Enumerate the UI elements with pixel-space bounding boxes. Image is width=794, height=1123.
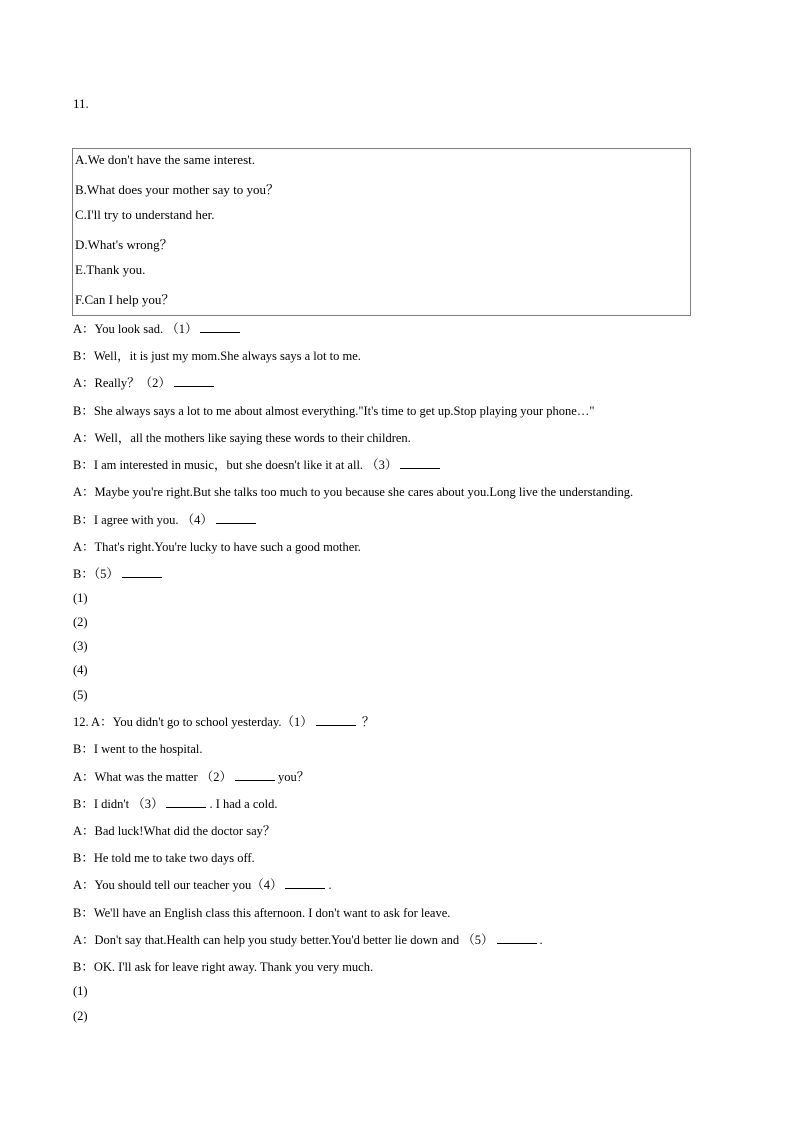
q12-dialogue-line: [73, 794, 277, 812]
q12-dialogue-line: [73, 903, 450, 921]
q12-dialogue-line: [73, 930, 543, 948]
q11-dialogue-line: [73, 346, 361, 364]
q12-dialogue-line: [73, 848, 255, 866]
q12-dialogue-line: [73, 821, 275, 839]
q11-dialogue-line: [73, 537, 361, 555]
q11-dialogue-line: [73, 455, 443, 473]
q11-dialogue-line: [73, 564, 165, 582]
dialogue-text-post: .: [328, 878, 332, 892]
q11-dialogue-line: [73, 428, 411, 446]
dialogue-text: B：I am interested in music，but she doesn't like it at all. （3）: [73, 458, 398, 472]
answer-blank[interactable]: [316, 714, 356, 726]
q12-dialogue-line: [73, 712, 374, 730]
answer-slot[interactable]: (5): [73, 688, 88, 702]
answer-blank[interactable]: [285, 877, 325, 889]
answer-slot[interactable]: (2): [73, 1009, 88, 1023]
dialogue-text: B：We'll have an English class this afternoon. I don't want to ask for leave.: [73, 906, 451, 920]
dialogue-text: B：I agree with you. （4）: [73, 513, 213, 527]
q11-dialogue-line: [73, 319, 243, 337]
answer-blank[interactable]: [235, 769, 275, 781]
dialogue-text-post: ？: [358, 715, 375, 729]
q11-dialogue-line: [73, 373, 217, 391]
answer-blank[interactable]: [400, 457, 440, 469]
answer-blank[interactable]: [200, 321, 240, 333]
dialogue-text: B：He told me to take two days off.: [73, 851, 255, 865]
dialogue-text-post: . I had a cold.: [209, 797, 278, 811]
answer-blank[interactable]: [122, 566, 162, 578]
option-e: E.Thank you.: [75, 262, 146, 277]
options-box: [72, 148, 691, 316]
answer-slot[interactable]: (3): [73, 639, 88, 653]
q12-dialogue-line: [73, 875, 332, 893]
answer-slot[interactable]: (2): [73, 615, 88, 629]
dialogue-text: B：I went to the hospital.: [73, 742, 203, 756]
dialogue-text: A：Well，all the mothers like saying these words to their children.: [73, 431, 411, 445]
dialogue-text: A：Don't say that.Health can help you study better.You'd better lie down and （5）: [73, 933, 494, 947]
q11-dialogue-line: [73, 401, 594, 419]
dialogue-text: A：You should tell our teacher you（4）: [73, 878, 283, 892]
dialogue-text: B：She always says a lot to me about almost everything."It's time to get up.Stop playing your phone…": [73, 404, 595, 418]
dialogue-text: B：I didn't （3）: [73, 797, 164, 811]
question-11-number: 11.: [73, 96, 89, 111]
answer-blank[interactable]: [216, 512, 256, 524]
option-b: B.What does your mother say to you？: [75, 182, 279, 197]
answer-blank[interactable]: [174, 375, 214, 387]
option-c: C.I'll try to understand her.: [75, 207, 215, 222]
dialogue-text: B：（5）: [73, 567, 119, 581]
option-d: D.What's wrong？: [75, 237, 173, 252]
option-f: F.Can I help you？: [75, 292, 175, 307]
answer-slot[interactable]: (4): [73, 663, 88, 677]
dialogue-text: A：Bad luck!What did the doctor say？: [73, 824, 276, 838]
answer-slot[interactable]: (1): [73, 591, 88, 605]
dialogue-text-post: you？: [278, 770, 310, 784]
option-a: A.We don't have the same interest.: [75, 152, 255, 167]
dialogue-text: A：Maybe you're right.But she talks too much to you because she cares about you.Long live the understanding.: [73, 485, 634, 499]
dialogue-text: A：Really？（2）: [73, 376, 171, 390]
q12-dialogue-line: [73, 767, 309, 785]
dialogue-text: A：That's right.You're lucky to have such a good mother.: [73, 540, 361, 554]
answer-blank[interactable]: [497, 932, 537, 944]
dialogue-text: B：OK. I'll ask for leave right away. Thank you very much.: [73, 960, 374, 974]
dialogue-text: B：Well，it is just my mom.She always says a lot to me.: [73, 349, 361, 363]
q11-dialogue-line: [73, 482, 633, 500]
q11-dialogue-line: [73, 510, 259, 528]
dialogue-text-post: .: [539, 933, 543, 947]
dialogue-text: 12. A：You didn't go to school yesterday.（1）: [73, 715, 313, 729]
dialogue-text: A：You look sad. （1）: [73, 322, 198, 336]
q12-dialogue-line: [73, 957, 373, 975]
dialogue-text: A：What was the matter （2）: [73, 770, 232, 784]
answer-blank[interactable]: [166, 796, 206, 808]
q12-dialogue-line: [73, 739, 203, 757]
answer-slot[interactable]: (1): [73, 984, 88, 998]
